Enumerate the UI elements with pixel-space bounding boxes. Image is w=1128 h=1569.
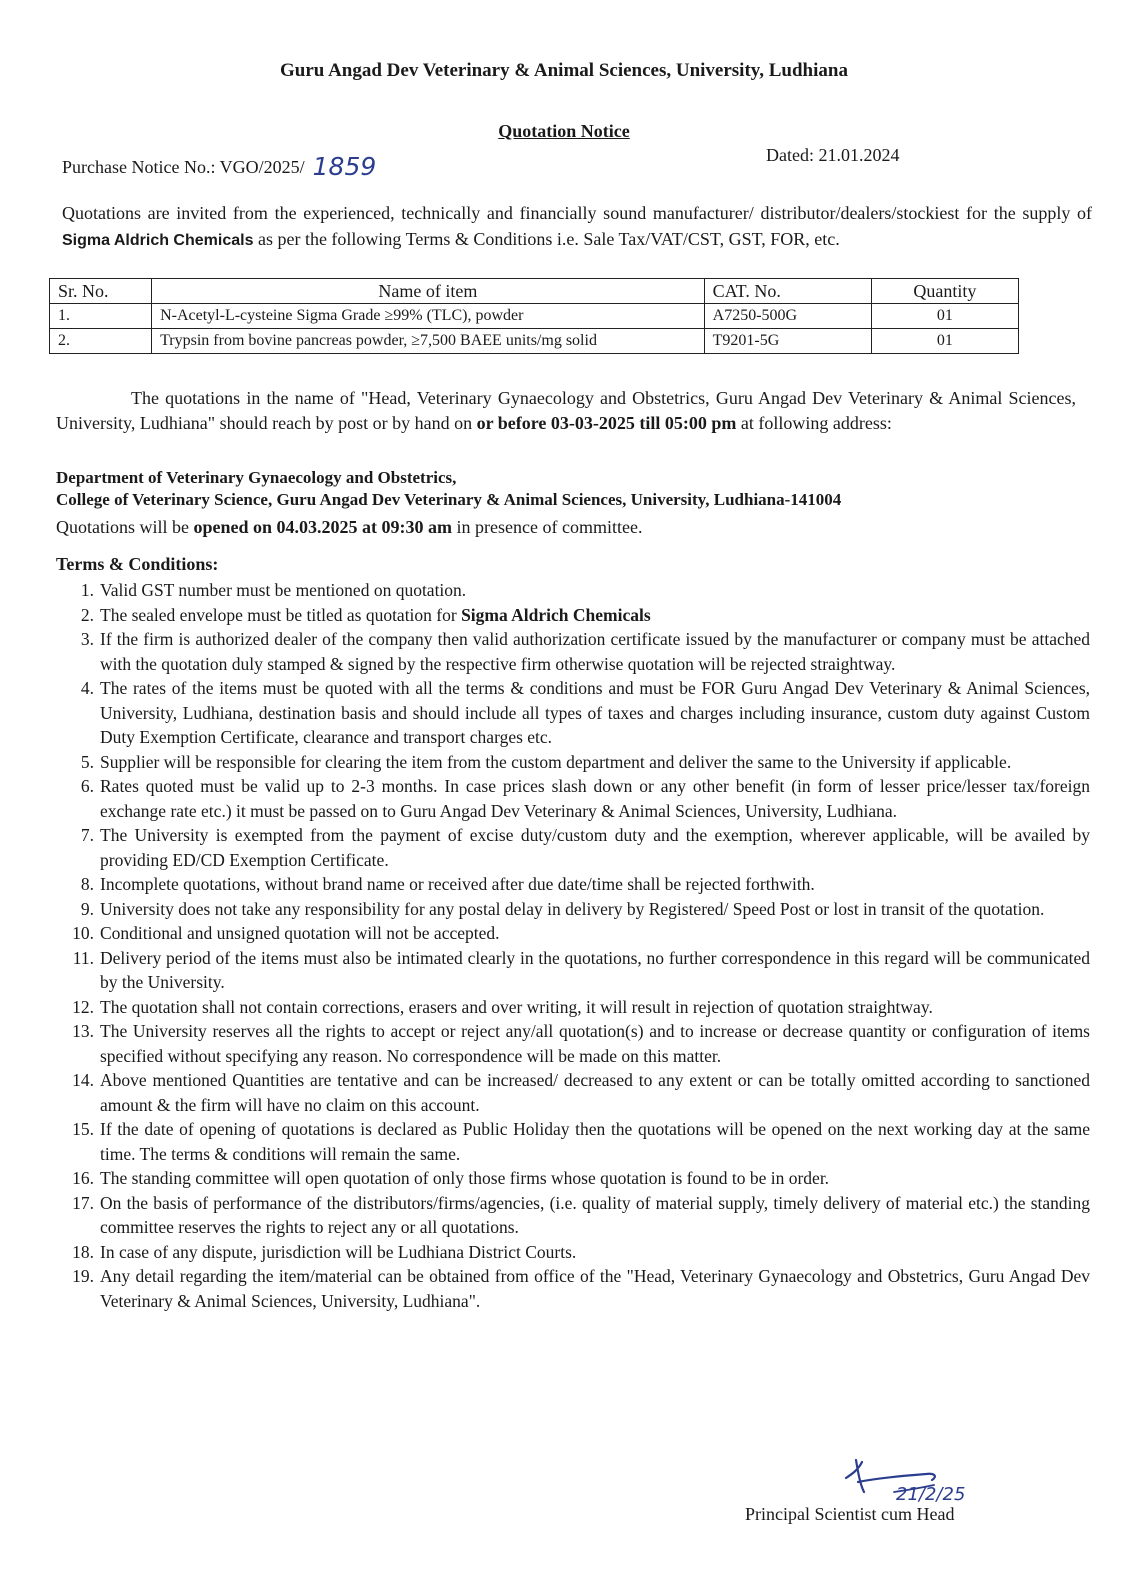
terms-item-number: 12. [72, 996, 94, 1017]
terms-item-number: 2. [80, 604, 94, 625]
terms-item [56, 1166, 1090, 1191]
opening-date-time: opened on 04.03.2025 at 09:30 am [193, 517, 453, 537]
intro-supply-item: Sigma Aldrich Chemicals [62, 232, 254, 249]
header-item-name: Name of item [152, 279, 705, 304]
terms-item-text: The quotation shall not contain corrections, erasers and over writing, it will result in rejection of quotation straightway. [100, 996, 933, 1017]
terms-item-number: 18. [72, 1241, 94, 1262]
purchase-notice-label: Purchase Notice No.: VGO/2025/ [62, 157, 305, 177]
terms-item-text: Incomplete quotations, without brand name or received after due date/time shall be rejected forthwith. [100, 874, 815, 894]
university-title: Guru Angad Dev Veterinary & Animal Sciences, University, Ludhiana [280, 60, 848, 81]
terms-heading: Terms & Conditions: [56, 554, 219, 574]
intro-text-start: Quotations are invited from the experienced, technically and financially sound manufacturer/ distributor/dealers/stockiest for the supply of [62, 203, 1092, 223]
signatory-title: Principal Scientist cum Head [745, 1504, 955, 1524]
row-item-name: Trypsin from bovine pancreas powder, ≥7,500 BAEE units/mg solid [152, 329, 705, 354]
terms-item [56, 750, 1090, 775]
terms-item-emphasis: Sigma Aldrich Chemicals [461, 604, 651, 625]
terms-item-number: 9. [80, 898, 94, 919]
terms-item [56, 921, 1090, 946]
header-quantity: Quantity [871, 279, 1018, 304]
terms-item-number: 14. [72, 1070, 94, 1090]
opening-text-end: in presence of committee. [452, 517, 643, 537]
notice-title: Quotation Notice [498, 121, 630, 141]
row-cat-no: T9201-5G [704, 329, 871, 354]
terms-item-number: 6. [80, 776, 94, 796]
terms-item-number: 19. [72, 1266, 94, 1286]
row-item-name: N-Acetyl-L-cysteine Sigma Grade ≥99% (TLC), powder [152, 304, 705, 329]
terms-item-number: 7. [80, 825, 94, 845]
submission-tail: at following address: [736, 413, 892, 433]
row-cat-no: A7250-500G [704, 304, 871, 329]
terms-list [56, 578, 1090, 1313]
items-table [49, 278, 1019, 354]
terms-item-number: 10. [72, 923, 94, 943]
terms-item-text: University does not take any responsibility for any postal delay in delivery by Registered/ Speed Post or lost in transit of the quotation. [100, 898, 1045, 919]
terms-item-text: Any detail regarding the item/material can be obtained from office of the "Head, Veterinary Gynaecology and Obstetrics, Guru Angad Dev Veterinary & Animal Sciences, University, Ludhiana". [100, 1266, 1090, 1311]
row-quantity: 01 [871, 304, 1018, 329]
terms-item-text: Conditional and unsigned quotation will not be accepted. [100, 923, 500, 943]
terms-item-text: On the basis of performance of the distributors/firms/agencies, (i.e. quality of material supply, timely delivery of material etc.) the standing committee reserves the rights to reject any or all quotations. [100, 1192, 1090, 1237]
table-row [50, 304, 1019, 329]
terms-item-number: 1. [80, 580, 94, 600]
header-cat-no: CAT. No. [704, 279, 871, 304]
terms-item-number: 8. [80, 874, 94, 894]
terms-item-number: 4. [80, 678, 94, 698]
submission-text: The quotations in the name of "Head, Veterinary Gynaecology and Obstetrics, Guru Angad Dev Veterinary & Animal Sciences, University, Ludhiana" should reach by post or by hand on [56, 388, 1076, 433]
terms-item-number: 15. [72, 1119, 94, 1139]
terms-item [56, 1068, 1090, 1117]
terms-item [56, 946, 1090, 995]
table-header-row [50, 279, 1019, 304]
header-sr-no: Sr. No. [50, 279, 152, 304]
terms-item [56, 774, 1090, 823]
terms-item [56, 603, 1090, 628]
row-sr-no: 2. [50, 329, 152, 354]
terms-item-text: The standing committee will open quotation of only those firms whose quotation is found to be in order. [100, 1168, 830, 1188]
submission-paragraph [56, 386, 1076, 436]
terms-item-number: 16. [72, 1168, 94, 1188]
terms-item-text: The University reserves all the rights to accept or reject any/all quotation(s) and to increase or decrease quantity or configuration of items specified without specifying any reason. No correspondence will be made on this matter. [100, 1021, 1090, 1066]
terms-item [56, 1191, 1090, 1240]
row-sr-no: 1. [50, 304, 152, 329]
signature-date: 21/2/25 [896, 1484, 966, 1505]
intro-paragraph [62, 200, 1092, 254]
terms-item-number: 3. [80, 629, 94, 649]
submission-deadline: or before 03-03-2025 till 05:00 pm [476, 413, 737, 433]
terms-item-text: Supplier will be responsible for clearing the item from the custom department and deliver the same to the University if applicable. [100, 751, 1012, 772]
terms-item [56, 1117, 1090, 1166]
terms-item-text: Delivery period of the items must also be intimated clearly in the quotations, no further correspondence in this regard will be communicated by the University. [100, 947, 1090, 992]
terms-item-text: Rates quoted must be valid up to 2-3 months. In case prices slash down or any other benefit (in form of lesser price/lesser tax/foreign exchange rate etc.) it must be passed on to Guru Angad Dev Veterinary & Animal Sciences, University, Ludhiana. [100, 776, 1090, 821]
intro-text-end: as per the following Terms & Conditions i.e. Sale Tax/VAT/CST, GST, FOR, etc. [253, 229, 840, 249]
row-quantity: 01 [871, 329, 1018, 354]
handwritten-notice-number: 1859 [312, 152, 377, 181]
terms-item [56, 1240, 1090, 1265]
terms-item-text: The rates of the items must be quoted with all the terms & conditions and must be FOR Guru Angad Dev Veterinary & Animal Sciences, University, Ludhiana, destination basis and should include all types of taxes and charges including insurance, custom duty against Custom Duty Exemption Certificate, clearance and transport charges etc. [100, 678, 1090, 747]
terms-item-text: If the date of opening of quotations is declared as Public Holiday then the quotations will be opened on the next working day at the same time. The terms & conditions will remain the same. [100, 1119, 1090, 1164]
purchase-notice-number [62, 150, 376, 179]
terms-item-text: In case of any dispute, jurisdiction will be Ludhiana District Courts. [100, 1241, 577, 1262]
opening-info [56, 517, 642, 538]
terms-item [56, 1264, 1090, 1313]
terms-item-text: Valid GST number must be mentioned on quotation. [100, 580, 467, 600]
table-row [50, 329, 1019, 354]
terms-item [56, 995, 1090, 1020]
terms-item [56, 823, 1090, 872]
terms-item [56, 897, 1090, 922]
terms-item [56, 872, 1090, 897]
signature-mark [838, 1448, 1028, 1508]
terms-item-number: 17. [72, 1192, 94, 1213]
terms-item [56, 676, 1090, 750]
terms-item [56, 627, 1090, 676]
address-department: Department of Veterinary Gynaecology and Obstetrics, [56, 468, 457, 487]
terms-item [56, 578, 1090, 603]
notice-date: Dated: 21.01.2024 [766, 145, 900, 165]
terms-item-text: The University is exempted from the payment of excise duty/custom duty and the exemption, wherever applicable, will be availed by providing ED/CD Exemption Certificate. [100, 825, 1090, 870]
terms-item-text: If the firm is authorized dealer of the company then valid authorization certificate issued by the manufacturer or company must be attached with the quotation duly stamped & signed by the respective firm otherwise quotation will be rejected straightway. [100, 629, 1090, 674]
terms-item-number: 13. [72, 1021, 94, 1041]
terms-item-number: 11. [72, 947, 94, 968]
terms-item [56, 1019, 1090, 1068]
terms-item-number: 5. [80, 751, 94, 772]
terms-item-text: Above mentioned Quantities are tentative and can be increased/ decreased to any extent or can be totally omitted according to sanctioned amount & the firm will have no claim on this account. [100, 1070, 1090, 1115]
address-college: College of Veterinary Science, Guru Angad Dev Veterinary & Animal Sciences, University, Ludhiana-141004 [56, 490, 842, 509]
terms-item-text: The sealed envelope must be titled as quotation for [100, 604, 462, 625]
opening-text-start: Quotations will be [56, 517, 194, 537]
